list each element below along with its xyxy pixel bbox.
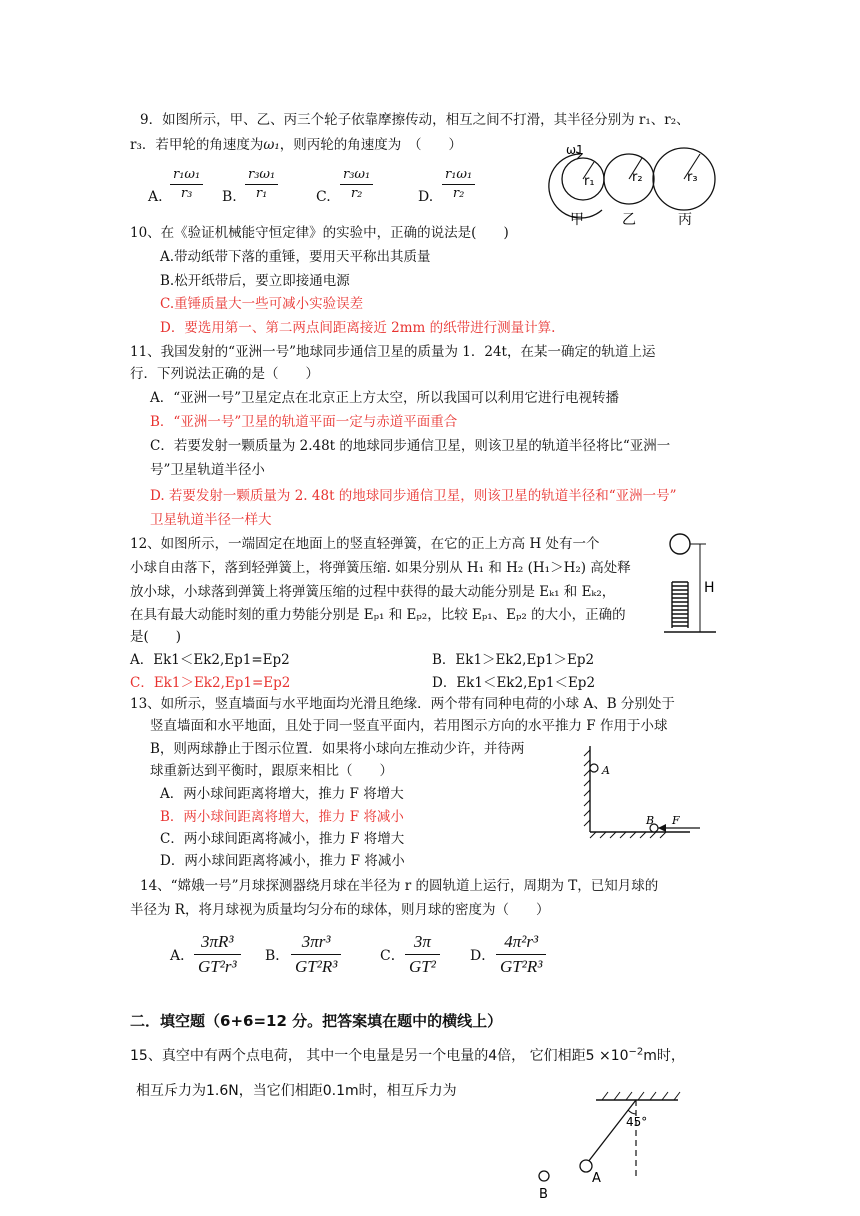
q9-option-d-den: r₂ [452, 186, 465, 201]
q15-line1 [130, 1045, 685, 1065]
angle-arc [628, 1110, 636, 1114]
ball-a [580, 1160, 592, 1172]
q9-option-c-fraction [340, 166, 373, 203]
q14-option-d-den: GT²R³ [500, 957, 543, 976]
q11-option-c2: 号”卫星轨道半径小 [150, 462, 265, 478]
q14-line1: 14、“嫦娥一号”月球探测器绕月球在半径为 r 的圆轨道上运行，周期为 T，已知月球的 [140, 878, 659, 894]
q9-option-a-letter: A. [148, 189, 163, 205]
q9-omega: ω₁ [263, 137, 280, 153]
q14-option-b-fraction [291, 930, 341, 979]
floor-hatching [590, 832, 666, 838]
fig-r2-label: r₂ [632, 170, 643, 185]
q9-option-b-letter: B. [222, 189, 237, 205]
q14-option-c-num: 3π [405, 930, 440, 955]
q9-option-a-fraction [170, 166, 203, 203]
q13-line4: 球重新达到平衡时，跟原来相比（ ） [150, 763, 393, 779]
q14-option-c-fraction [405, 930, 440, 979]
q13-option-b: B．两小球间距离将增大，推力 F 将减小 [160, 809, 404, 825]
q9-line2b: ，则丙轮的角速度为 （ ） [279, 137, 463, 153]
wall-hatching [584, 750, 590, 826]
fig-wheel-label-jia: 甲 [570, 212, 584, 228]
q9-option-a-num: r₁ω₁ [170, 166, 203, 185]
ball-b [539, 1171, 549, 1181]
q14-option-b-den: GT²R³ [295, 957, 338, 976]
q15-line2: 相互斥力为1.6N，当它们相距0.1m时，相互斥力为 [136, 1083, 457, 1099]
fig-b-label: B [539, 1187, 548, 1202]
wall-floor-figure [580, 740, 710, 840]
q13-option-a: A．两小球间距离将增大，推力 F 将增大 [160, 786, 404, 802]
q13-option-d: D．两小球间距离将减小，推力 F 将减小 [160, 853, 405, 869]
q12-line4: 在具有最大动能时刻的重力势能分别是 Eₚ₁ 和 Eₚ₂，比较 Eₚ₁、Eₚ₂ 的大小，正确的 [130, 607, 626, 623]
q11-stem-1: 11、我国发射的“亚洲一号”地球同步通信卫星的质量为 1．24t，在某一确定的轨道上运 [130, 344, 656, 360]
q11-option-c1: C．若要发射一颗质量为 2.48t 的地球同步通信卫星，则该卫星的轨道半径将比“亚洲一 [150, 438, 671, 454]
pendulum-figure [530, 1090, 690, 1205]
q13-line1: 13、如所示，竖直墙面与水平地面均光滑且绝缘．两个带有同种电荷的小球 A、B 分别处于 [130, 696, 675, 712]
q14-option-a-num: 3πR³ [194, 930, 241, 955]
q10-option-a: A.带动纸带下落的重锤，要用天平称出其质量 [160, 249, 431, 265]
q11-stem-2: 行．下列说法正确的是（ ） [130, 366, 319, 382]
q12-option-a: A．Ek1＜Ek2,Ep1=Ep2 [130, 652, 290, 668]
q14-option-a-letter: A． [170, 948, 195, 964]
q10-option-b: B.松开纸带后，要立即接通电源 [160, 273, 350, 289]
q10-option-c: C.重锤质量大一些可减小实验误差 [160, 296, 364, 312]
q9-line1: 9．如图所示，甲、乙、丙三个轮子依靠摩擦传动，相互之间不打滑，其半径分别为 r₁、r₂、 [140, 112, 690, 128]
q14-option-c-den: GT² [409, 957, 436, 976]
q9-option-d-fraction [442, 166, 475, 203]
q14-option-b-num: 3πr³ [291, 930, 341, 955]
q14-option-a-fraction [194, 930, 241, 979]
q15-line1a: 15、真空中有两个点电荷， 其中一个电量是另一个电量的4倍， 它们相距5 ×10 [130, 1048, 629, 1064]
q12-option-b: B．Ek1＞Ek2,Ep1＞Ep2 [432, 652, 595, 668]
q13-option-c: C．两小球间距离将减小，推力 F 将增大 [160, 831, 405, 847]
h-label: H [704, 580, 715, 596]
section-fill-in-heading: 二．填空题（6+6=12 分。把答案填在题中的横线上） [130, 1012, 503, 1030]
q9-option-b-num: r₃ω₁ [245, 166, 278, 185]
fig-a-label: A [592, 1171, 601, 1186]
wheels-figure [540, 140, 730, 230]
fig-r3-label: r₃ [687, 170, 698, 185]
fig-a-label: A [602, 764, 610, 777]
q9-line2-text: r₃．若甲轮的角速度为 [130, 137, 264, 153]
q9-option-a-den: r₃ [180, 186, 193, 201]
fig-omega-label: ω1 [566, 143, 584, 157]
spring-figure [660, 528, 730, 640]
ball-a [590, 764, 598, 772]
ball [670, 534, 690, 554]
thread-line [588, 1100, 636, 1162]
force-arrow-icon [658, 824, 666, 832]
q14-option-d-fraction [496, 930, 546, 979]
fig-b-label: B [646, 814, 655, 827]
q12-line1: 12、如图所示，一端固定在地面上的竖直轻弹簧，在它的正上方高 H 处有一个 [130, 536, 600, 552]
q12-line5: 是( ) [130, 629, 182, 645]
q9-option-d-letter: D. [418, 189, 434, 205]
q13-line3: B，则两球静止于图示位置．如果将小球向左推动少许，并待两 [150, 741, 525, 757]
q11-option-b: B．“亚洲一号”卫星的轨道平面一定与赤道平面重合 [150, 414, 458, 430]
q9-option-d-num: r₁ω₁ [442, 166, 475, 185]
q12-option-d: D．Ek1＜Ek2,Ep1＜Ep2 [432, 675, 596, 691]
q9-option-c-letter: C. [316, 189, 331, 205]
q10-option-d: D．要选用第一、第二两点间距离接近 2mm 的纸带进行测量计算. [160, 320, 556, 336]
q11-option-a: A．“亚洲一号”卫星定点在北京正上方太空，所以我国可以利用它进行电视转播 [150, 390, 620, 406]
fig-r1-label: r₁ [584, 174, 595, 189]
q14-option-a-den: GT²r³ [198, 957, 237, 976]
q11-option-d1: D. 若要发射一颗质量为 2. 48t 的地球同步通信卫星，则该卫星的轨道半径和“亚洲一号” [150, 488, 677, 504]
q14-option-c-letter: C． [380, 948, 405, 964]
ceiling-hatching [602, 1092, 680, 1100]
q12-line3: 放小球，小球落到弹簧上将弹簧压缩的过程中获得的最大动能分别是 Eₖ₁ 和 Eₖ₂， [130, 584, 616, 600]
q9-option-c-den: r₂ [350, 186, 363, 201]
q11-option-d2: 卫星轨道半径一样大 [150, 512, 272, 528]
q9-option-c-num: r₃ω₁ [340, 166, 373, 185]
q10-stem: 10、在《验证机械能守恒定律》的实验中，正确的说法是( ) [130, 225, 509, 241]
fig-wheel-label-yi: 乙 [622, 212, 636, 228]
q14-option-b-letter: B． [265, 948, 290, 964]
q14-option-d-letter: D． [470, 948, 496, 964]
q13-line2: 竖直墙面和水平地面，且处于同一竖直平面内，若用图示方向的水平推力 F 作用于小球 [150, 718, 668, 734]
q12-option-c: C．Ek1＞Ek2,Ep1=Ep2 [130, 675, 291, 691]
q9-option-b-fraction [245, 166, 278, 203]
q14-line2: 半径为 R，将月球视为质量均匀分布的球体，则月球的密度为（ ） [130, 902, 550, 918]
q9-option-b-den: r₁ [255, 186, 268, 201]
spring [672, 582, 688, 628]
q12-line2: 小球自由落下，落到轻弹簧上，将弹簧压缩. 如果分别从 H₁ 和 H₂ (H₁＞H₂) 高处释 [130, 560, 631, 576]
q14-option-d-num: 4π²r³ [496, 930, 546, 955]
angle-label: 45° [626, 1115, 648, 1129]
fig-f-label: F [672, 814, 680, 827]
q15-line1b: m时， [643, 1048, 685, 1064]
q15-exponent: −2 [628, 1046, 644, 1058]
fig-wheel-label-bing: 丙 [678, 212, 692, 228]
q9-line2 [130, 133, 462, 153]
